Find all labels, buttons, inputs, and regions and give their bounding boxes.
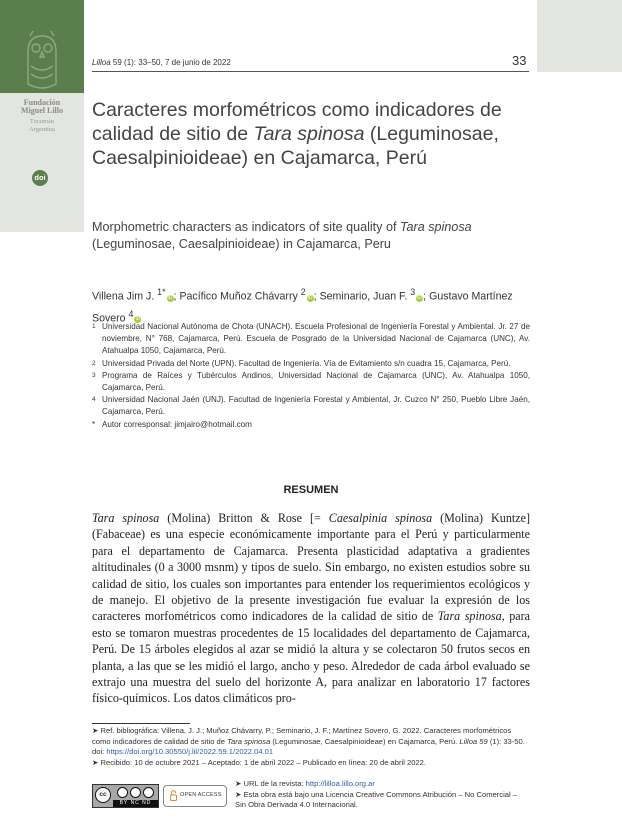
by-icon [117,787,128,798]
arrow-icon: ➤ [92,758,99,768]
affiliation-text: Universidad Nacional Jaén (UNJ). Facultad de Ingeniería Forestal y Ambiental, Jr. Cuzco N° 250, Pueblo Libre Jaén, Cajamarca, Perú. [102,395,530,417]
abstract-heading: RESUMEN [283,484,339,496]
creative-commons-badge[interactable] [92,784,159,808]
citation-text: (Leguminosae, Caesalpinioideae) en Cajamarca, Perú. [270,736,460,746]
page-number: 33 [512,53,527,68]
author-affil-sup: 1* [157,287,166,297]
affiliation-item [92,358,530,370]
doi-icon[interactable]: doi [32,170,48,186]
author-affil-sup: 4 [128,308,134,319]
license-icons [117,787,157,799]
cc-terms: BY NC ND [113,800,158,807]
header-rule [92,71,529,72]
citation-text: (1): 33-50. doi: [92,736,525,757]
affiliation-item [92,394,530,418]
license-notes [235,779,530,811]
abstract-text: (Molina) Kuntze] (Fabaceae) es una especie económicamente importante para el Perú y particularmente para el departamento de Cajamarca. Presenta plasticidad adaptativa a gradientes altitudinales (0 a 3000 msnm) y tipos de suelo. Sin embargo, no existen estudios sobre su calidad de sitio, los cuales son importantes para entender los requerimientos ecológicos y de manejo. El objetivo de la presente investigación fue evaluar la expresión de los caracteres morfométricos como indicadores de la calidad de sitio de [92,511,530,624]
doi-link[interactable]: https://doi.org/10.30550/j.lil/2022.59.1/2022.04.01 [106,747,274,757]
abstract-text: (Molina) Britton & Rose [= [159,511,329,525]
author-name: Gustavo Martínez Sovero [92,290,513,325]
journal-url-link[interactable]: http://lilloa.lillo.org.ar [305,779,375,788]
title-english [92,219,532,253]
affiliation-item [92,321,530,358]
fundacion-lillo-logo [0,0,84,93]
orcid-icon[interactable]: iD [307,294,313,301]
location-line: Argentina [29,126,55,133]
title-en-part1: Morphometric characters as indicators of site quality of [92,220,400,234]
affiliation-text: Universidad Nacional Autónoma de Chota (UNACH). Escuela Profesional de Ingeniería Forestal y Ambiental. Jr. 27 de noviembre, N° 768, Cajamarca, Perú. Escuela de Posgrado de la Universidad Nacional de Cajamarca (UNC), Av. Atahualpa 1050, Cajamarca, Perú. [102,322,530,356]
cc-icon: cc [95,787,111,803]
title-en-part2: (Leguminosae, Caesalpinioideae) in Cajamarca, Peru [92,237,391,251]
license-note [235,790,530,811]
affiliation-number: 1 [92,323,96,330]
open-access-label: OPEN ACCESS [180,792,222,798]
abstract-species: Tara spinosa [437,609,502,624]
author-separator: ; [423,290,427,303]
affiliation-number: 3 [92,371,96,379]
citation-note [92,726,530,758]
author-name: Seminario, Juan F. [319,290,408,303]
citation-details: 59 (1): 33–50, 7 de junio de 2022 [110,58,231,67]
title-es-part2: (Leguminosae, Caesalpinioideae) en Cajamarca, Perú [92,123,499,169]
abstract-synonym: Caesalpinia spinosa [328,511,433,525]
author-affil-sup: 2 [300,287,306,297]
title-en-species: Tara spinosa [399,220,472,234]
institution-line: Miguel Lillo [21,106,63,115]
author-affil-sup: 3 [410,287,416,297]
journal-url-note [235,779,530,790]
affiliation-number: 4 [92,396,96,404]
license-text: Esta obra está bajo una Licencia Creative Commons Atribución – No Comercial – Sin Obra Derivada 4.0 Internacional. [235,789,517,810]
orcid-icon[interactable]: iD [135,316,141,323]
citation-species: Tara spinosa [227,736,271,746]
institution-line: Fundación [23,98,61,107]
affiliation-number: 2 [92,359,96,367]
affiliation-number: * [92,419,96,429]
title-es-species: Tara spinosa [253,123,365,145]
journal-citation [92,58,231,67]
author-separator: ; [173,290,177,303]
title-es-part1: Caracteres morfométricos como indicadores de calidad de sitio de [92,99,502,145]
author-name: Villena Jim J. [92,290,155,303]
lock-icon [170,790,177,801]
abstract-species: Tara spinosa [92,511,160,525]
title-spanish [92,98,532,170]
footnote-rule [92,723,190,724]
citation-text: Ref. bibliográfica: Villena, J. J.; Muñoz Chávarry, P.; Seminario, J. F.; Martínez Sovero, G. 2022. Caracteres morfométricos como indicadores de calidad de sitio de [92,726,512,746]
nc-icon [130,787,141,798]
institution-name [0,99,84,115]
dates-text: Recibido: 10 de octubre 2021 – Aceptado: 1 de abril 2022 – Publicado en línea: 20 de abril 2022. [98,758,426,768]
orcid-icon[interactable]: iD [167,294,173,301]
dates-note [92,758,530,769]
affiliation-text: Universidad Privada del Norte (UPN). Facultad de Ingeniería. Vía de Evitamiento s/n cuadra 15, Cajamarca, Perú. [102,358,511,368]
orcid-icon[interactable]: iD [417,294,423,301]
owl-icon [0,0,84,93]
top-right-band [537,0,622,72]
footnotes [92,726,530,769]
institution-location [0,118,84,134]
url-label: URL de la revista: [241,779,306,788]
author-name: Pacífico Muñoz Chávarry [179,290,298,303]
arrow-icon: ➤ [92,726,99,735]
abstract-body [92,510,530,707]
location-line: Tucumán [29,118,55,125]
abstract-text: , para esto se tomaron muestras procedentes de 15 localidades del departamento de Cajamarca, Perú. De 15 árboles elegidos al azar se midió la altura y se colectaron 50 frutos secos en planta, a las que se les midió el largo, ancho y peso. Alrededor de cada árbol evaluado se extrajo una muestra del suelo del horizonte A, para analizar en laboratorio 17 factores físico-químicos. Los datos climáticos pro- [92,609,530,706]
arrow-icon: ➤ [235,789,242,799]
citation-journal: Lilloa 59 [459,736,488,746]
arrow-icon: ➤ [235,779,242,788]
affiliation-text: Programa de Raíces y Tubérculos Andinos, Universidad Nacional de Cajamarca (UNC), Av. Atahualpa 1050, Cajamarca, Perú. [102,370,530,393]
author-separator: ; [313,290,317,303]
affiliations [92,321,530,431]
corresponding-author [92,419,530,431]
corresponding-email[interactable]: Autor corresponsal: jimjairo@hotmail.com [102,419,252,429]
journal-name: Lilloa [92,58,111,67]
open-access-badge[interactable] [163,785,227,807]
affiliation-item [92,370,530,394]
nd-icon [143,787,154,798]
